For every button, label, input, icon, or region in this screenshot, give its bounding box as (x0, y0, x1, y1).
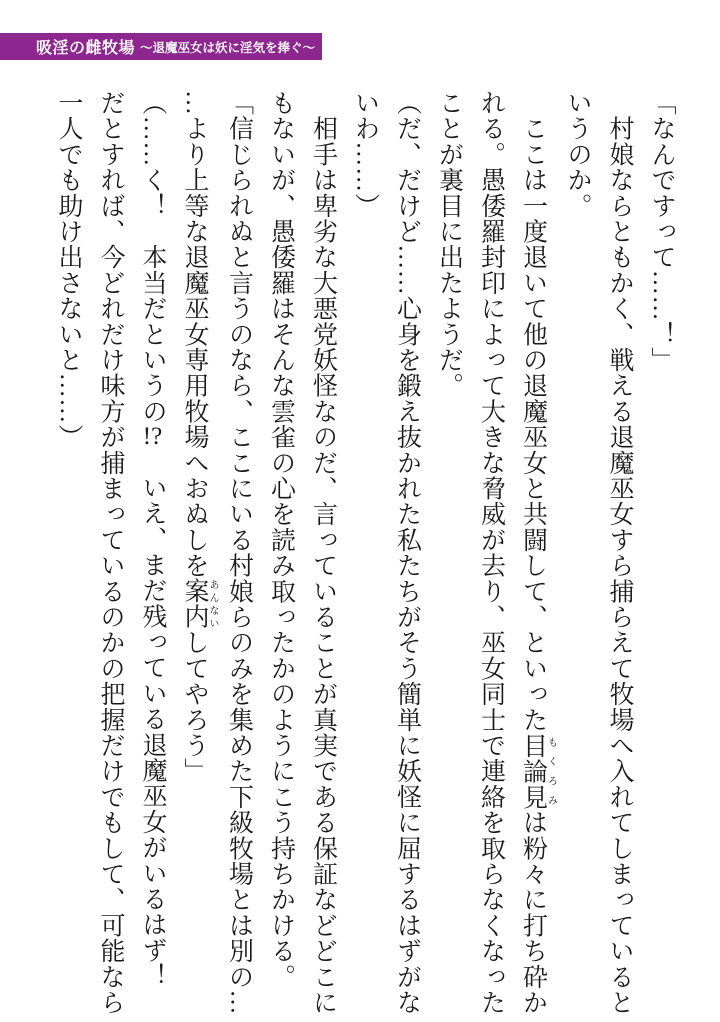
text-line: いうのか。 (564, 90, 591, 219)
text-line: 一人でも助け出さないと……） (55, 90, 82, 450)
text-line: （だ、だけど……心身を鍛え抜かれた私たちがそう簡単に妖怪に屈するはずがな (393, 90, 421, 1016)
text-line: だとすれば、今どれだけ味方が捕まっているのかの把握だけでもして、可能なら (97, 90, 124, 1016)
text-line: …より上等な退魔巫女専用牧場へおぬしを案内 あんないしてやろう」 (181, 90, 218, 784)
text-line: 村娘ならともかく、戦える退魔巫女すら捕らえて牧場へ入れてしまっていると (606, 90, 633, 1016)
book-subtitle: ～退魔巫女は妖に淫気を捧ぐ～ (139, 40, 315, 55)
text-body (47, 90, 682, 1016)
text-line: 相手は卑劣な大悪党妖怪なのだ、言っていることが真実である保証などどこに (309, 90, 337, 1016)
text-line: ことが裏目に出たようだ。 (435, 90, 463, 399)
text-line: （……く！ 本当だというの!? いえ、まだ残っている退魔巫女がいるはず！ (139, 90, 166, 989)
book-title: 吸淫の雌牧場 (35, 40, 135, 57)
header-bar (0, 33, 322, 60)
text-line: いわ……） (351, 90, 379, 219)
text-line: れる。愚倭羅封印によって大きな脅威が去り、巫女同士で連絡を取らなくなった (477, 90, 505, 1016)
text-line: 「信じられぬと言うのなら、ここにいる村娘らのみを集めた下級牧場とは別の… (225, 90, 253, 1016)
text-line: もないが、愚倭羅はそんな雲雀の心を読み取ったかのようにこう持ちかける。 (267, 90, 295, 990)
text-line: 「なんですって……！」 (648, 90, 675, 373)
text-line: ここは一度退いて他の退魔巫女と共闘して、といった目論見 もくろみは粉々に打ち砕か (519, 90, 557, 1016)
